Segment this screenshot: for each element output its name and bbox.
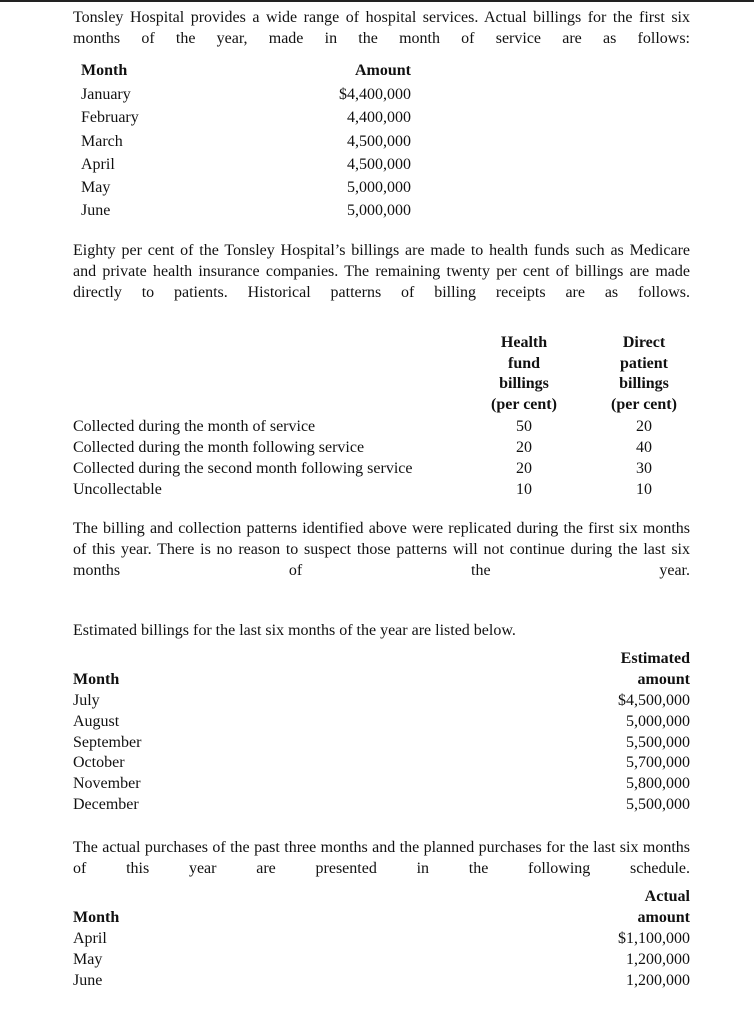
- purchases-intro-paragraph: The actual purchases of the past three months and the planned purchases for the last six months of this year are presented in the following schedule.: [73, 839, 690, 877]
- health-fund-header: Health fund billings (per cent): [491, 334, 557, 413]
- table-row-amount: 5,000,000: [626, 712, 690, 730]
- table-row-amount: $4,400,000: [339, 86, 411, 103]
- table-cell: 20: [516, 460, 532, 477]
- table-row-amount: $4,500,000: [618, 692, 690, 709]
- table-row-month: October: [73, 754, 125, 772]
- collection-health-values: [474, 416, 574, 500]
- estimated-amounts: [560, 691, 690, 816]
- table-cell: 30: [636, 460, 652, 477]
- table-row-month: August: [73, 712, 120, 730]
- estimated-intro: Estimated billings for the last six months of the year are listed below.: [73, 622, 516, 639]
- table-row-month: March: [81, 132, 123, 150]
- purchases-amounts: [560, 929, 690, 991]
- table-cell: 10: [516, 481, 532, 498]
- estimated-amount-header: Estimated amount: [620, 650, 690, 688]
- table-row-amount: 4,500,000: [347, 155, 411, 173]
- actual-billings-months: [81, 83, 139, 223]
- table-row-month: May: [73, 950, 103, 968]
- pattern-note-paragraph: The billing and collection patterns identified above were replicated during the first six months of this year. There is no reason to suspect those patterns will not continue during the last six months of the year.: [73, 520, 690, 579]
- top-rule: [0, 0, 754, 2]
- collection-direct-values: [594, 416, 694, 500]
- table-cell: 20: [636, 418, 652, 435]
- table-row-amount: 5,500,000: [626, 795, 690, 813]
- table-row-amount: 5,000,000: [347, 179, 411, 197]
- table-cell: 40: [636, 439, 652, 456]
- table-row-month: June: [81, 202, 111, 220]
- intro-paragraph: Tonsley Hospital provides a wide range of hospital services. Actual billings for the first six months of the year, made in the month of service are as follows:: [73, 9, 690, 47]
- table-row-amount: 1,200,000: [626, 950, 690, 968]
- table-row-month: April: [73, 930, 107, 947]
- table-row-label: Uncollectable: [73, 481, 162, 498]
- table-row-amount: 5,500,000: [626, 733, 690, 751]
- estimated-month-header: Month: [73, 671, 120, 688]
- table-row-month: July: [73, 692, 100, 709]
- table-row-label: Collected during the month of service: [73, 418, 316, 435]
- actual-billings-amounts: [300, 83, 411, 223]
- table-row-month: June: [73, 971, 103, 989]
- actual-billings-month-header: Month: [81, 62, 128, 79]
- billing-split-paragraph: Eighty per cent of the Tonsley Hospital’s billings are made to health funds such as Medicare and private health insurance companies. The remaining twenty per cent of billings are made directly to patients. Historical patterns of billing receipts are as follows.: [73, 242, 690, 301]
- purchases-months: [73, 929, 107, 991]
- table-row-amount: 5,000,000: [347, 202, 411, 220]
- table-row-label: Collected during the month following service: [73, 439, 365, 456]
- table-row-amount: $1,100,000: [618, 930, 690, 947]
- purchases-amount-header: Actual amount: [637, 888, 690, 926]
- direct-patient-header: Direct patient billings (per cent): [611, 334, 677, 413]
- table-row-amount: 5,800,000: [626, 775, 690, 793]
- table-row-amount: 5,700,000: [626, 754, 690, 772]
- table-row-amount: 4,500,000: [347, 132, 411, 150]
- table-row-amount: 1,200,000: [626, 971, 690, 989]
- purchases-month-header: Month: [73, 909, 120, 926]
- table-row-label: Collected during the second month following service: [73, 460, 413, 477]
- table-row-month: September: [73, 733, 142, 751]
- table-cell: 10: [636, 481, 652, 498]
- table-row-month: February: [81, 109, 139, 127]
- table-row-month: December: [73, 795, 139, 813]
- table-row-month: November: [73, 775, 141, 793]
- table-cell: 20: [516, 439, 532, 456]
- estimated-months: [73, 691, 141, 816]
- actual-billings-amount-header: Amount: [354, 62, 411, 79]
- table-cell: 50: [516, 418, 532, 435]
- table-row-amount: 4,400,000: [347, 109, 411, 127]
- table-row-month: January: [81, 86, 131, 103]
- table-row-month: May: [81, 179, 111, 197]
- table-row-month: April: [81, 155, 115, 173]
- collection-labels: [73, 416, 412, 500]
